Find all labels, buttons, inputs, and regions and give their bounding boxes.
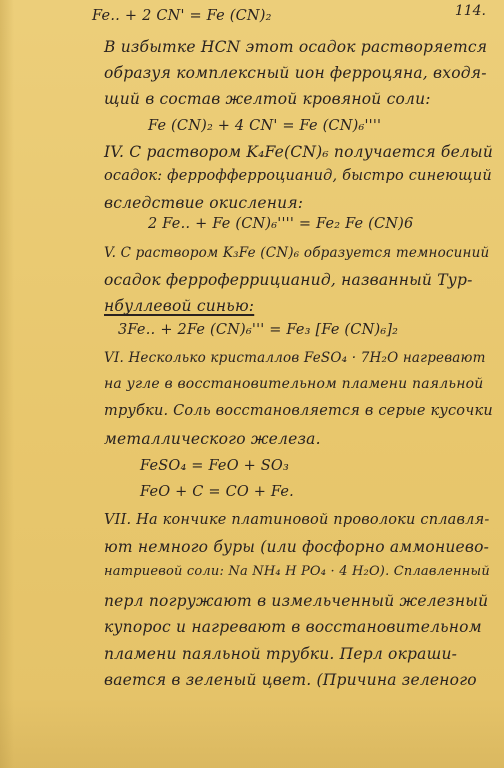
equation-ferrocyanide-complex: Fe (CN)₂ + 4 CN' = Fe (CN)₆''''	[148, 118, 382, 134]
text-line: осадок ферроферрицианид, названный Тур-	[104, 271, 473, 289]
section-vi-heading: VI. Несколько кристаллов FeSO₄ · 7H₂O нагревают	[104, 350, 486, 366]
text-line: осадок: феррофферроцианид, быстро синеющий	[104, 168, 492, 184]
section-v-heading: V. С раствором K₃Fe (CN)₆ образуется темносиний	[104, 245, 490, 261]
text-line: вается в зеленый цвет. (Причина зеленого	[104, 671, 477, 689]
page-edge-shadow	[0, 0, 14, 768]
text-line: В избытке HCN этот осадок растворяется	[104, 38, 488, 56]
equation-turnbull-blue: 3Fe‥ + 2Fe (CN)₆''' = Fe₃ [Fe (CN)₆]₂	[118, 322, 399, 338]
text-line: металлического железа.	[104, 430, 321, 448]
section-vii-heading: VII. На кончике платиновой проволоки сплавля-	[104, 512, 490, 528]
equation-iron-reduction: FeO + C = CO + Fe.	[140, 484, 294, 500]
text-line: трубки. Соль восстановляется в серые кусочки	[104, 403, 493, 419]
term-turnbull-blue: нбуллевой синью:	[104, 297, 255, 315]
equation-ferrous-cyanide: Fe‥ + 2 CN' = Fe (CN)₂	[92, 8, 272, 24]
text-line: пламени паяльной трубки. Перл окраши-	[104, 645, 458, 663]
text-line: образуя комплексный ион ферроцяна, входя-	[104, 64, 487, 82]
text-line: вследствие окисления:	[104, 194, 304, 212]
text-line: на угле в восстановительном пламени паяльной	[104, 376, 484, 392]
text-line: натриевой соли: Na NH₄ H PO₄ · 4 H₂O). Сплавленный	[104, 564, 490, 579]
text-line: ют немного буры (или фосфорно аммониево-	[104, 538, 490, 556]
section-iv-heading: IV. С раствором K₄Fe(CN)₆ получается белый	[104, 143, 494, 161]
text-line: щий в состав желтой кровяной соли:	[104, 90, 431, 108]
page-bottom-shade	[0, 698, 504, 768]
equation-sulfate-decomposition: FeSO₄ = FeO + SO₃	[140, 458, 289, 474]
equation-ferroferrocyanide: 2 Fe‥ + Fe (CN)₆'''' = Fe₂ Fe (CN)6	[148, 216, 414, 232]
text-line: перл погружают в измельченный железный	[104, 592, 489, 610]
text-line: купорос и нагревают в восстановительном	[104, 618, 482, 636]
page-number: 114.	[454, 3, 486, 19]
